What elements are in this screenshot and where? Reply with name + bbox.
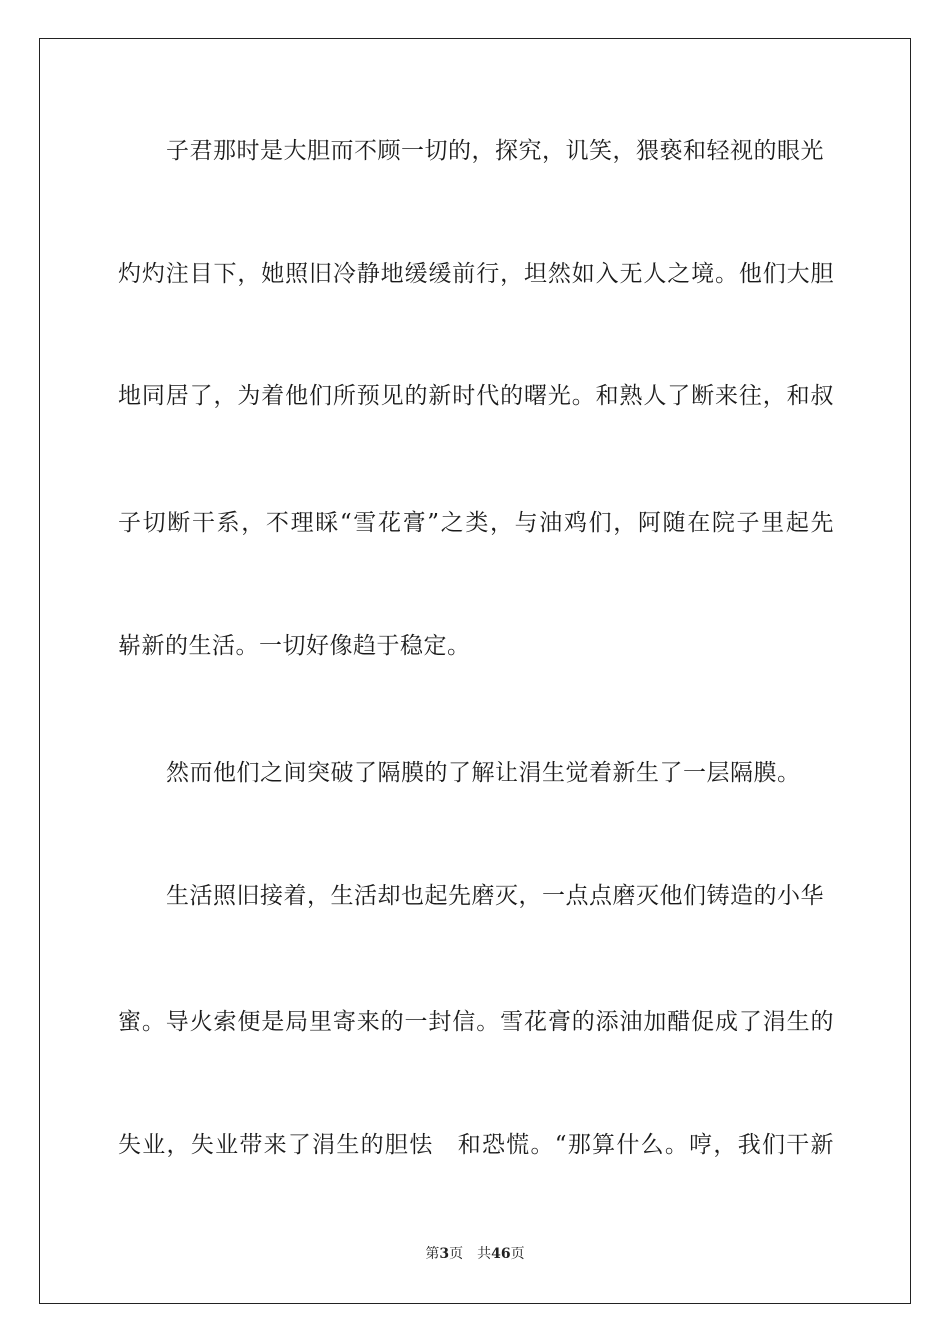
- paragraph-line: 蜜。导火索便是局里寄来的一封信。雪花膏的添油加醋促成了涓生的: [118, 1009, 834, 1035]
- paragraph-line: 崭新的生活。一切好像趋于稳定。: [118, 633, 471, 659]
- paragraph-line: 然而他们之间突破了隔膜的了解让涓生觉着新生了一层隔膜。: [166, 760, 801, 786]
- page-border: [39, 38, 911, 1304]
- page-footer: [0, 1245, 950, 1263]
- paragraph-line: 失业，失业带来了涓生的胆怯 和恐慌。“那算什么。哼，我们干新: [118, 1132, 834, 1158]
- paragraph-line: 子君那时是大胆而不顾一切的，探究，讥笑，猥亵和轻视的眼光: [166, 138, 824, 164]
- total-prefix: 共: [477, 1246, 492, 1262]
- page-prefix: 第: [425, 1246, 440, 1262]
- page-number: 3: [439, 1246, 450, 1262]
- paragraph-line: 灼灼注目下，她照旧冷静地缓缓前行，坦然如入无人之境。他们大胆: [118, 261, 834, 287]
- paragraph-line: 地同居了，为着他们所预见的新时代的曙光。和熟人了断来往，和叔: [118, 383, 834, 409]
- paragraph-line: 生活照旧接着，生活却也起先磨灭，一点点磨灭他们铸造的小华: [166, 883, 824, 909]
- paragraph-line: 子切断干系，不理睬“雪花膏”之类，与油鸡们，阿随在院子里起先: [118, 510, 834, 536]
- page-suffix: 页: [449, 1246, 464, 1262]
- total-suffix: 页: [510, 1246, 525, 1262]
- total-pages: 46: [491, 1246, 511, 1262]
